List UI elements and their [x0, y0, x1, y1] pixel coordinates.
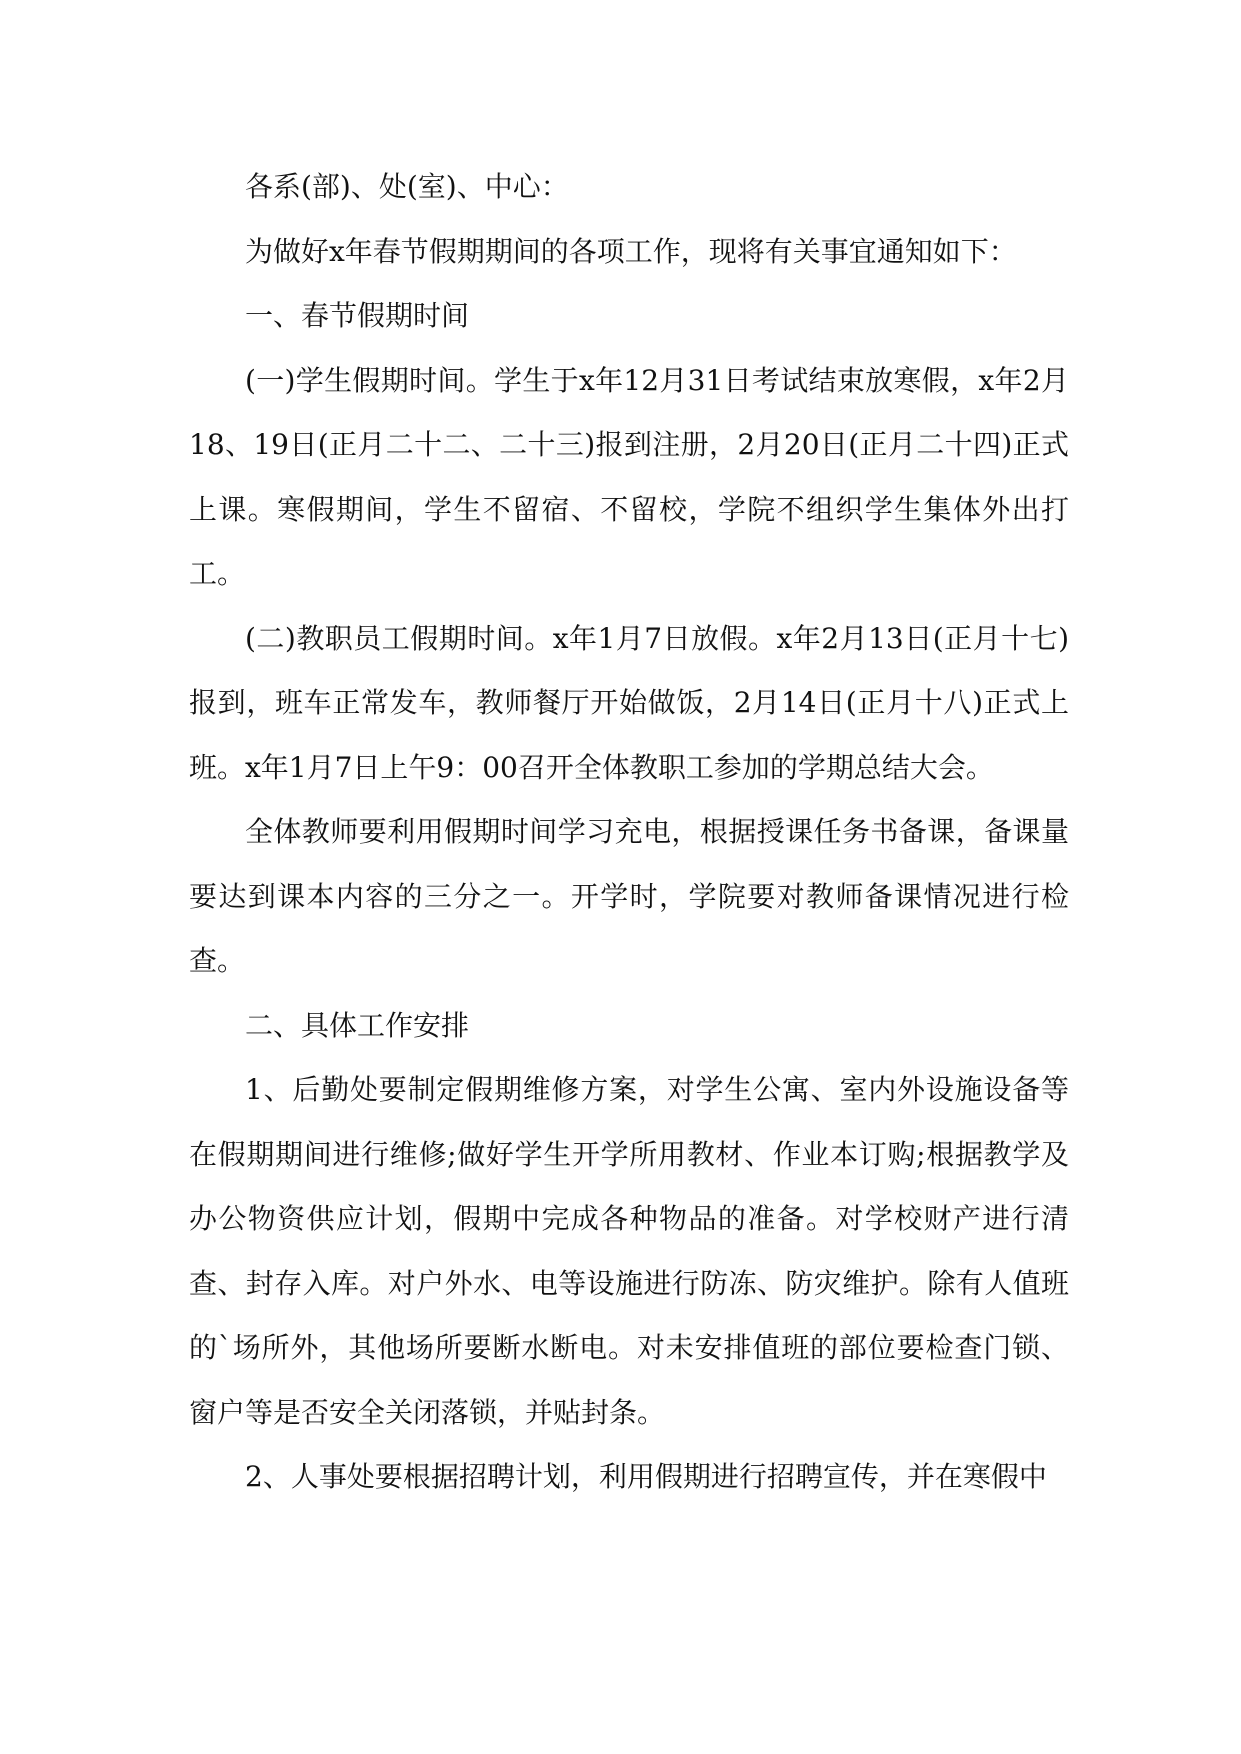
- salutation: 各系(部)、处(室)、中心：: [245, 170, 569, 203]
- section-heading-work-arrangements: 二、具体工作安排: [245, 1008, 470, 1042]
- intro-paragraph: 为做好x年春节假期期间的各项工作，现将有关事宜通知如下：: [245, 234, 1017, 268]
- paragraph-logistics: 1、后勤处要制定假期维修方案，对学生公寓、室内外设施设备等在假期期间进行维修;做好学生开学所用教材、作业本订购;根据教学及办公物资供应计划，假期中完成各种物品的准备。对学校财产进行清查、封存入库。对户外水、电等设施进行防冻、防灾维护。除有人值班的`场所外，其他场所要断水断电。对未安排值班的部位要检查门锁、窗户等是否安全关闭落锁，并贴封条。: [189, 1073, 1069, 1429]
- paragraph-personnel: 2、人事处要根据招聘计划，利用假期进行招聘宣传，并在寒假中: [245, 1460, 1047, 1493]
- paragraph-staff-holiday: (二)教职员工假期时间。x年1月7日放假。x年2月13日(正月十七)报到，班车正常发车，教师餐厅开始做饭，2月14日(正月十八)正式上班。x年1月7日上午9：00召开全体教职工参加的学期总结大会。: [189, 621, 1069, 784]
- document-body: [189, 155, 1069, 1510]
- paragraph-teacher-preparation: 全体教师要利用假期时间学习充电，根据授课任务书备课，备课量要达到课本内容的三分之一。开学时，学院要对教师备课情况进行检查。: [189, 815, 1069, 977]
- section-heading-holiday-time: 一、春节假期时间: [245, 299, 470, 332]
- paragraph-student-holiday: (一)学生假期时间。学生于x年12月31日考试结束放寒假，x年2月18、19日(正月二十二、二十三)报到注册，2月20日(正月二十四)正式上课。寒假期间，学生不留宿、不留校，学院不组织学生集体外出打工。: [189, 363, 1069, 590]
